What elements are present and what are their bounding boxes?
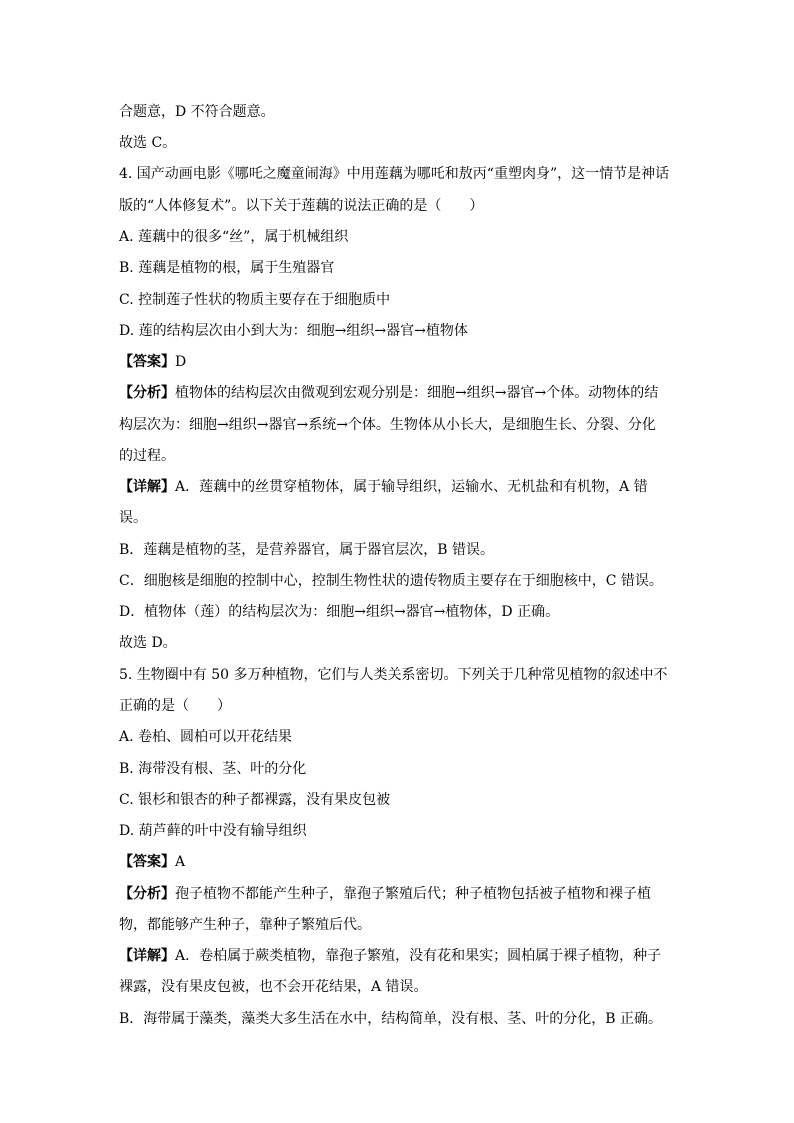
explanation-text: A．莲藕中的丝贯穿植物体，属于输导组织，运输水、无机盐和有机物，A 错: [175, 479, 648, 495]
explanation-line: [119, 946, 661, 966]
analysis-text: 孢子植物不都能产生种子，靠孢子繁殖后代；种子植物包括被子植物和裸子植: [175, 886, 651, 902]
question-5-stem: 5. 生物圈中有 50 多万种植物，它们与人类关系密切。下列关于几种常见植物的叙述中不: [119, 667, 668, 683]
text-line: B．莲藕是植物的茎，是营养器官，属于器官层次，B 错误。: [119, 542, 495, 558]
answer-value: D: [175, 354, 187, 370]
explanation-line: [119, 477, 648, 497]
analysis-text: 植物体的结构层次由微观到宏观分别是：细胞→组织→器官→个体。动物体的结: [175, 385, 659, 401]
text-line: 故选 D。: [119, 635, 177, 651]
answer-line: [119, 852, 185, 872]
explanation-tag: 【详解】: [119, 948, 175, 964]
option-d: D. 葫芦藓的叶中没有输导组织: [119, 823, 307, 839]
text-line: 的过程。: [119, 448, 175, 464]
option-b: B. 海带没有根、茎、叶的分化: [119, 761, 307, 777]
analysis-line: [119, 383, 658, 403]
explanation-text: A．卷柏属于蕨类植物，靠孢子繁殖，没有花和果实；圆柏属于裸子植物，种子: [175, 948, 662, 964]
answer-value: A: [175, 854, 186, 870]
question-5-stem: 正确的是（ ）: [119, 698, 231, 714]
option-a: A. 莲藕中的很多“丝”，属于机械组织: [119, 229, 349, 245]
analysis-tag: 【分析】: [119, 886, 175, 902]
answer-tag: 【答案】: [119, 854, 175, 870]
text-line: C．细胞核是细胞的控制中心，控制生物性状的遗传物质主要存在于细胞核中，C 错误。: [119, 573, 663, 589]
explanation-tag: 【详解】: [119, 479, 175, 495]
option-c: C. 控制莲子性状的物质主要存在于细胞质中: [119, 292, 391, 308]
question-4-stem: 4. 国产动画电影《哪吒之魔童闹海》中用莲藕为哪吒和敖丙“重塑肉身”，这一情节是神话: [119, 166, 670, 182]
question-4-stem: 版的“人体修复术”。以下关于莲藕的说法正确的是（ ）: [119, 198, 484, 214]
option-c: C. 银杉和银杏的种子都裸露，没有果皮包被: [119, 792, 391, 808]
text-line: 故选 C。: [119, 135, 177, 151]
option-a: A. 卷柏、圆柏可以开花结果: [119, 729, 293, 745]
text-line: D．植物体（莲）的结构层次为：细胞→组织→器官→植物体，D 正确。: [119, 604, 560, 620]
text-line: 物，都能够产生种子，靠种子繁殖后代。: [119, 917, 371, 933]
text-line: 裸露，没有果皮包被，也不会开花结果，A 错误。: [119, 979, 428, 995]
answer-tag: 【答案】: [119, 354, 175, 370]
answer-line: [119, 352, 186, 372]
option-b: B. 莲藕是植物的根，属于生殖器官: [119, 260, 335, 276]
analysis-tag: 【分析】: [119, 385, 175, 401]
text-line: 合题意，D 不符合题意。: [119, 104, 275, 120]
text-line: B．海带属于藻类，藻类大多生活在水中，结构简单，没有根、茎、叶的分化，B 正确。: [119, 1011, 663, 1027]
option-d: D. 莲的结构层次由小到大为：细胞→组织→器官→植物体: [119, 323, 468, 339]
text-line: 误。: [119, 510, 147, 526]
analysis-line: [119, 884, 651, 904]
text-line: 构层次为：细胞→组织→器官→系统→个体。生物体从小长大，是细胞生长、分裂、分化: [119, 417, 656, 433]
